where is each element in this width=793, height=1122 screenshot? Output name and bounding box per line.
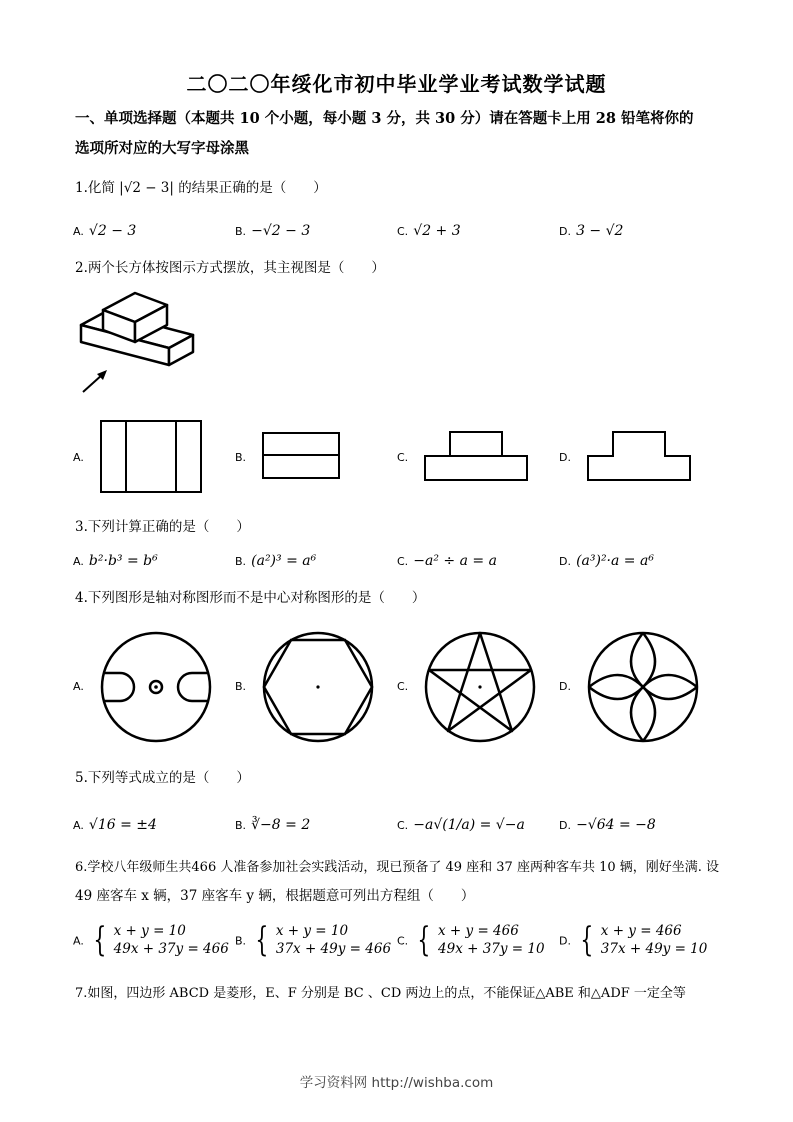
q5-option-a[interactable]: A. √16 = ±4 — [73, 817, 157, 833]
q2-option-c-figure[interactable] — [424, 431, 530, 483]
q3-option-c[interactable]: C. −a² ÷ a = a — [397, 553, 497, 569]
q3-option-d-text: (a³)²·a = a⁶ — [576, 553, 654, 569]
left-brace-icon: { — [93, 920, 107, 960]
q5-option-c[interactable]: C. −a√(1/a) = √−a — [397, 817, 525, 833]
left-brace-icon: { — [417, 920, 431, 960]
q3-option-a-text: b²·b³ = b⁶ — [88, 553, 158, 569]
q1-option-d[interactable]: D. 3 − √2 — [559, 223, 624, 239]
section-heading-line1: 一、单项选择题（本题共 10 个小题，每小题 3 分，共 30 分）请在答题卡上用 28 铅笔将你的 — [75, 110, 694, 127]
q6-option-a[interactable]: A. { x + y = 10 49x + 37y = 466 — [73, 920, 229, 960]
q3-option-a[interactable]: A. b²·b³ = b⁶ — [73, 553, 158, 569]
q6-option-c[interactable]: C. { x + y = 466 49x + 37y = 10 — [397, 920, 545, 960]
left-brace-icon: { — [255, 920, 269, 960]
q5-option-c-text: −a√(1/a) = √−a — [413, 817, 525, 833]
q1-option-d-text: 3 − √2 — [576, 223, 624, 239]
q4-option-c-figure[interactable] — [424, 631, 536, 743]
q3-option-b-text: (a²)³ = a⁶ — [251, 553, 317, 569]
q5-option-a-text: √16 = ±4 — [88, 817, 157, 833]
q6-option-c-system: x + y = 466 49x + 37y = 10 — [438, 923, 545, 957]
q6-option-a-system: x + y = 10 49x + 37y = 466 — [113, 923, 229, 957]
question-6-stem-line2: 49 座客车 x 辆，37 座客车 y 辆，根据题意可列出方程组（ ） — [75, 888, 475, 904]
q6-option-d-system: x + y = 466 37x + 49y = 10 — [600, 923, 708, 957]
q5-option-b[interactable]: B. ∛−8 = 2 — [235, 817, 311, 833]
q1-option-a-text: √2 − 3 — [88, 223, 137, 239]
page-title: 二〇二〇年绥化市初中毕业学业考试数学试题 — [186, 72, 607, 96]
section-heading-line2: 选项所对应的大写字母涂黑 — [75, 140, 249, 157]
footer-watermark: 学习资料网 http://wishba.com — [299, 1075, 494, 1091]
q6-option-d[interactable]: D. { x + y = 466 37x + 49y = 10 — [559, 920, 708, 960]
question-1-stem: 1.化简 |√2 − 3| 的结果正确的是（ ） — [75, 180, 327, 196]
q5-option-d-text: −√64 = −8 — [576, 817, 656, 833]
q3-option-b[interactable]: B. (a²)³ = a⁶ — [235, 553, 317, 569]
q2-option-a-figure[interactable] — [100, 420, 204, 495]
q3-option-c-text: −a² ÷ a = a — [413, 553, 497, 569]
section-heading — [75, 104, 725, 164]
q4-option-d-figure[interactable] — [587, 631, 699, 743]
question-6-stem — [75, 854, 725, 910]
q4-option-b-label[interactable]: B. — [235, 680, 247, 693]
q6-option-b-system: x + y = 10 37x + 49y = 466 — [275, 923, 392, 957]
question-2-stem: 2.两个长方体按图示方式摆放，其主视图是（ ） — [75, 260, 385, 276]
q1-option-b[interactable]: B. −√2 − 3 — [235, 223, 311, 239]
q2-stacked-boxes-figure — [75, 285, 205, 400]
q4-option-d-label[interactable]: D. — [559, 680, 571, 693]
q1-option-c-text: √2 + 3 — [413, 223, 461, 239]
q4-option-c-label[interactable]: C. — [397, 680, 409, 693]
q1-option-b-text: −√2 − 3 — [251, 223, 311, 239]
question-3-stem: 3.下列计算正确的是（ ） — [75, 519, 250, 535]
left-brace-icon: { — [580, 920, 594, 960]
q2-option-b-figure[interactable] — [262, 432, 342, 482]
q2-option-a-label[interactable]: A. — [73, 451, 84, 464]
q1-option-c[interactable]: C. √2 + 3 — [397, 223, 461, 239]
q5-option-b-text: ∛−8 = 2 — [251, 817, 311, 833]
q2-option-d-label[interactable]: D. — [559, 451, 571, 464]
q2-option-b-label[interactable]: B. — [235, 451, 247, 464]
q4-option-a-label[interactable]: A. — [73, 680, 84, 693]
question-7-stem: 7.如图，四边形 ABCD 是菱形，E、F 分别是 BC 、CD 两边上的点，不能保证△ABE 和△ADF 一定全等 — [75, 986, 686, 1001]
q2-option-d-figure[interactable] — [587, 431, 693, 483]
question-6-stem-line1: 6.学校八年级师生共466 人准备参加社会实践活动，现已预备了 49 座和 37 座两种客车共 10 辆，刚好坐满. 设 — [75, 860, 720, 875]
q6-option-b[interactable]: B. { x + y = 10 37x + 49y = 466 — [235, 920, 392, 960]
q3-option-d[interactable]: D. (a³)²·a = a⁶ — [559, 553, 654, 569]
q4-option-b-figure[interactable] — [262, 631, 374, 743]
q4-option-a-figure[interactable] — [100, 631, 212, 743]
q1-option-a[interactable]: A. √2 − 3 — [73, 223, 137, 239]
q5-option-d[interactable]: D. −√64 = −8 — [559, 817, 656, 833]
q2-option-c-label[interactable]: C. — [397, 451, 409, 464]
question-4-stem: 4.下列图形是轴对称图形而不是中心对称图形的是（ ） — [75, 590, 426, 606]
question-5-stem: 5.下列等式成立的是（ ） — [75, 770, 250, 786]
